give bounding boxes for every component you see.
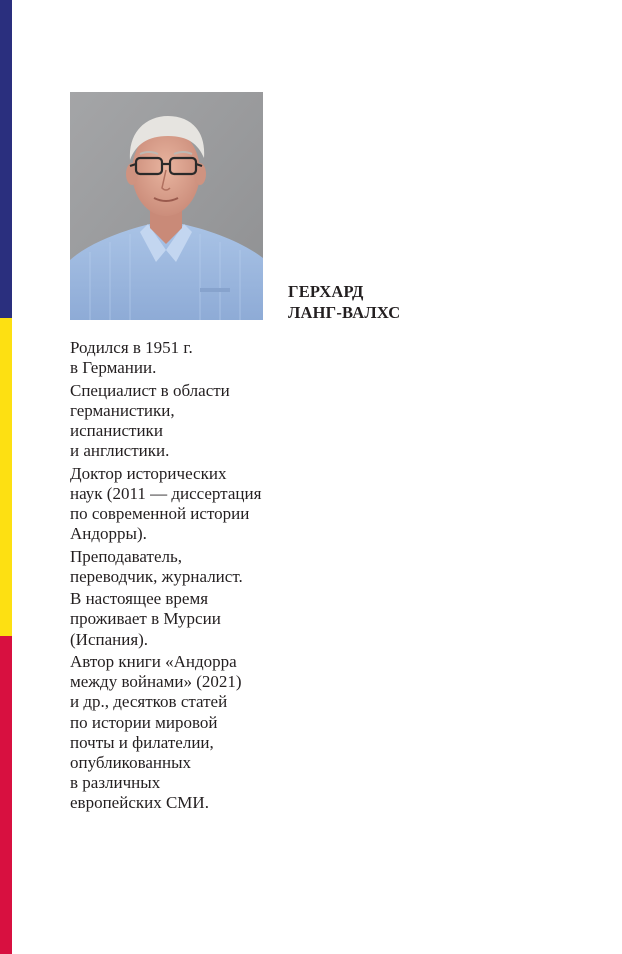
bio-line: в различных: [70, 773, 161, 793]
author-portrait: [70, 92, 263, 320]
bio-line: между войнами» (2021): [70, 672, 242, 692]
bio-paragraph-birth: [70, 338, 300, 378]
bio-line: опубликованных: [70, 753, 192, 772]
bio-paragraph-degree: [70, 464, 300, 545]
bio-line: проживает в Мурсии: [70, 609, 221, 629]
bio-paragraph-works: [70, 652, 300, 814]
bio-line: Андорры).: [70, 524, 147, 544]
flag-stripe-blue: [0, 0, 12, 318]
bio-line: и англистики.: [70, 441, 170, 461]
flag-stripe-red: [0, 636, 12, 954]
bio-paragraph-profession: [70, 547, 300, 587]
bio-line: (Испания).: [70, 629, 149, 649]
author-name: [288, 281, 400, 323]
bio-line: наук (2011 — диссертация: [70, 483, 262, 503]
bio-paragraph-specialty: [70, 381, 300, 462]
bio-line: европейских СМИ.: [70, 793, 209, 813]
bio-line: испанистики: [70, 421, 163, 440]
author-name-last: ЛАНГ-ВАЛХС: [288, 303, 401, 322]
bio-line: Автор книги «Андорра: [70, 651, 237, 671]
bio-line: по современной истории: [70, 504, 250, 523]
author-name-first: ГЕРХАРД: [288, 282, 364, 301]
bio-line: германистики,: [70, 400, 175, 420]
bio-paragraph-residence: [70, 589, 300, 650]
bio-line: почты и филателии,: [70, 732, 214, 752]
bio-line: переводчик, журналист.: [70, 566, 243, 586]
author-biography: [70, 338, 300, 816]
bio-line: в Германии.: [70, 358, 157, 378]
bio-line: Преподаватель,: [70, 546, 182, 566]
bio-line: Доктор исторических: [70, 463, 227, 483]
bio-line: Специалист в области: [70, 380, 230, 400]
bio-line: Родился в 1951 г.: [70, 338, 193, 357]
author-portrait-illustration: [70, 92, 263, 320]
flag-stripe-yellow: [0, 318, 12, 636]
bio-line: по истории мировой: [70, 712, 218, 732]
bio-line: В настоящее время: [70, 589, 209, 609]
bio-line: и др., десятков статей: [70, 692, 228, 712]
